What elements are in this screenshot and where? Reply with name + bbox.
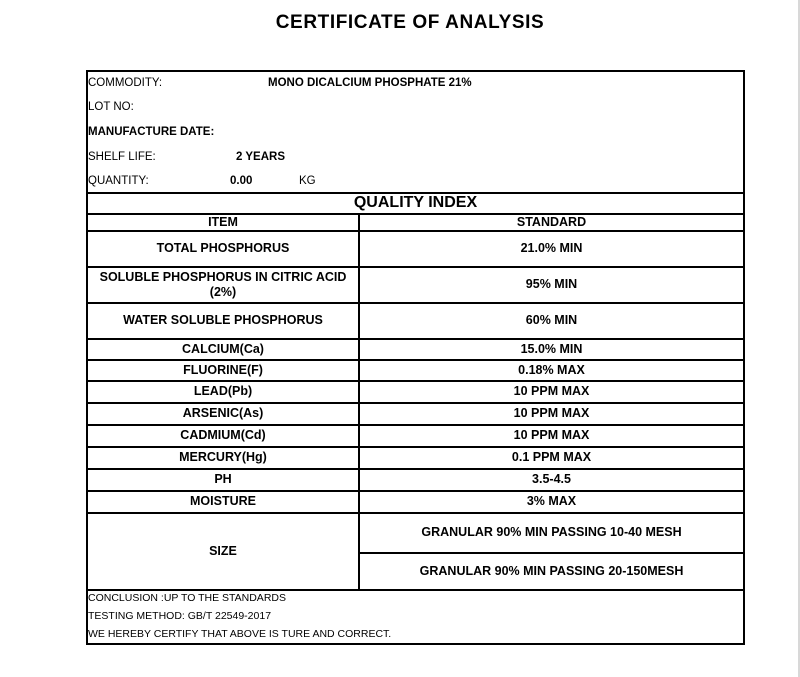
item-cell: TOTAL PHOSPHORUS xyxy=(156,241,290,255)
quality-index-title: QUALITY INDEX xyxy=(353,194,478,211)
item-cell: FLUORINE(F) xyxy=(183,362,263,377)
column-header-item: ITEM xyxy=(208,214,238,229)
standard-cell: 0.1 PPM MAX xyxy=(511,450,592,464)
manufacture-row xyxy=(88,126,214,138)
standard-cell: 21.0% MIN xyxy=(520,241,583,255)
manufacture-label: MANUFACTURE DATE: xyxy=(88,126,215,138)
commodity-value: MONO DICALCIUM PHOSPHATE 21% xyxy=(268,77,472,89)
item-cell: MERCURY(Hg) xyxy=(179,450,267,464)
quantity-label: QUANTITY: xyxy=(88,175,149,187)
lot-row xyxy=(88,101,134,113)
standard-cell: 10 PPM MAX xyxy=(513,406,590,420)
shelf-value: 2 YEARS xyxy=(236,151,286,163)
item-cell: ARSENIC(As) xyxy=(182,406,264,420)
standard-cell: 0.18% MAX xyxy=(518,362,585,377)
lot-label: LOT NO: xyxy=(88,101,134,113)
standard-cell: 15.0% MIN xyxy=(520,341,583,356)
item-cell: SOLUBLE PHOSPHORUS IN CITRIC ACID (2%) xyxy=(99,269,347,299)
standard-cell: 3% MAX xyxy=(526,494,577,508)
standard-cell: 3.5-4.5 xyxy=(532,472,571,486)
shelf-label: SHELF LIFE: xyxy=(88,151,156,163)
certify-statement: WE HEREBY CERTIFY THAT ABOVE IS TURE AND CORRECT. xyxy=(88,628,392,640)
standard-cell: 10 PPM MAX xyxy=(513,384,590,398)
quantity-row xyxy=(88,175,316,187)
standard-cell: 10 PPM MAX xyxy=(513,428,590,442)
quantity-value: 0.00 xyxy=(230,175,253,187)
document-title: CERTIFICATE OF ANALYSIS xyxy=(275,12,545,33)
size-standard-cell: GRANULAR 90% MIN PASSING 10-40 MESH xyxy=(421,525,682,539)
testing-method-text: TESTING METHOD: GB/T 22549-2017 xyxy=(88,610,272,622)
standard-cell: 95% MIN xyxy=(525,277,578,291)
column-header-standard: STANDARD xyxy=(516,214,587,229)
item-cell: CALCIUM(Ca) xyxy=(182,341,264,356)
size-item-cell: SIZE xyxy=(209,543,237,558)
shelf-row xyxy=(88,151,286,163)
commodity-label: COMMODITY: xyxy=(88,77,163,89)
conclusion-text: CONCLUSION :UP TO THE STANDARDS xyxy=(88,592,286,604)
item-cell: CADMIUM(Cd) xyxy=(180,428,266,442)
standard-cell: 60% MIN xyxy=(525,313,578,327)
commodity-row xyxy=(88,77,472,89)
item-cell: PH xyxy=(214,472,232,486)
item-cell: MOISTURE xyxy=(190,494,256,508)
quantity-unit: KG xyxy=(299,175,316,187)
table-bottom-rule xyxy=(86,589,745,591)
item-cell: WATER SOLUBLE PHOSPHORUS xyxy=(123,313,323,327)
size-standard-cell: GRANULAR 90% MIN PASSING 20-150MESH xyxy=(419,563,684,578)
item-cell: LEAD(Pb) xyxy=(193,384,253,398)
